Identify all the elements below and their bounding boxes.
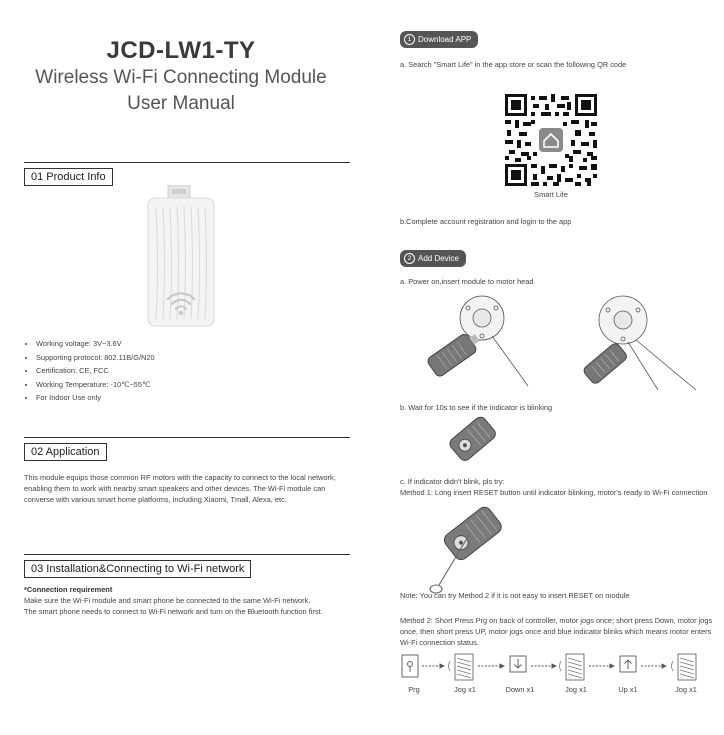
spec-list <box>24 337 344 405</box>
step-number-icon: 2 <box>404 253 415 264</box>
step2-a: a. Power on,insert module to motor head <box>400 277 534 286</box>
spec-item: • Certification: CE, FCC <box>36 364 344 378</box>
step2-c <box>400 476 718 498</box>
section-heading: 01 Product Info <box>24 168 113 186</box>
flow-label-down: Down x1 <box>505 685 535 694</box>
flow-label-up: Up x1 <box>618 685 638 694</box>
step-number-icon: 1 <box>404 34 415 45</box>
section-application <box>24 437 350 460</box>
subtitle-line-2: User Manual <box>127 93 235 114</box>
step-label: Add Device <box>418 254 459 263</box>
spec-item: • For Indoor Use only <box>36 391 344 405</box>
flow-label-jog: Jog x1 <box>675 685 697 694</box>
note-text: Note: You can try Method 2 if it is not easy to insert RESET on module <box>400 591 630 600</box>
motor-insert-illustration <box>420 290 540 395</box>
spec-item: • Working Temperature: -10℃~55℃ <box>36 378 344 392</box>
section-product-info <box>24 162 350 185</box>
connection-requirements <box>24 584 349 617</box>
step1-a: a. Search "Smart Life" in the app store or scan the following QR code <box>400 60 627 69</box>
motor-jog-icon <box>672 654 697 680</box>
step-add-device <box>400 250 466 267</box>
method2-flow-diagram <box>398 650 720 684</box>
prg-button-icon <box>402 655 418 677</box>
section-heading: 03 Installation&Connecting to Wi-Fi network <box>24 560 251 578</box>
flow-label-jog: Jog x1 <box>454 685 476 694</box>
flow-label-jog: Jog x1 <box>565 685 587 694</box>
spec-item: • Supporting protocol: 802.11B/G/N20 <box>36 351 344 365</box>
module-illustration <box>140 185 224 330</box>
qr-caption: Smart Life <box>534 190 568 199</box>
section-heading: 02 Application <box>24 443 107 461</box>
motor-inserted-illustration <box>578 290 703 395</box>
spec-item: • Working voltage: 3V~3.6V <box>36 337 344 351</box>
application-text: This module equips those common RF motors with the capacity to connect to the local network, enabling them to work with nearby smart speakers and other devices. The Wi-Fi module can converse with various smart home platforms, including Xiaomi, Tmall, Alexa, etc. <box>24 473 336 504</box>
method2-text: Method 2: Short Press Prg on back of controller, motor jogs once; short press Down, motor jogs once, then short press UP, motor jogs once and blue indicator blinks which means motor enters Wi-Fi connection status. <box>400 616 713 647</box>
requirement-line: The smart phone needs to connect to Wi-Fi network and turn on the Bluetooth function first. <box>24 607 323 616</box>
step2-b: b. Wait for 10s to see if the indicator is blinking <box>400 403 553 412</box>
up-arrow-icon <box>620 656 636 672</box>
step2-c-line: c. If indicator didn't blink, pls try: <box>400 477 505 486</box>
requirement-line: Make sure the Wi-Fi module and smart phone be connected to the same Wi-Fi network. <box>24 596 311 605</box>
step-label: Download APP <box>418 35 472 44</box>
requirement-title: *Connection requirement <box>24 585 113 594</box>
down-arrow-icon <box>510 656 526 672</box>
motor-jog-icon <box>560 654 585 680</box>
flow-label-prg: Prg <box>408 685 420 694</box>
page-title: JCD-LW1-TY <box>106 37 256 64</box>
section-installation <box>24 554 350 577</box>
qr-code <box>505 94 597 186</box>
step1-b: b.Complete account registration and login to the app <box>400 217 572 226</box>
step-download-app <box>400 31 478 48</box>
reset-pin-illustration <box>425 505 520 595</box>
motor-jog-icon <box>449 654 474 680</box>
module-blink-illustration <box>444 410 500 466</box>
step2-c-line: Method 1: Long insert RESET button until indicator blinking, motor's ready to Wi-Fi connection <box>400 488 708 497</box>
subtitle-line-1: Wireless Wi-Fi Connecting Module <box>35 67 327 88</box>
